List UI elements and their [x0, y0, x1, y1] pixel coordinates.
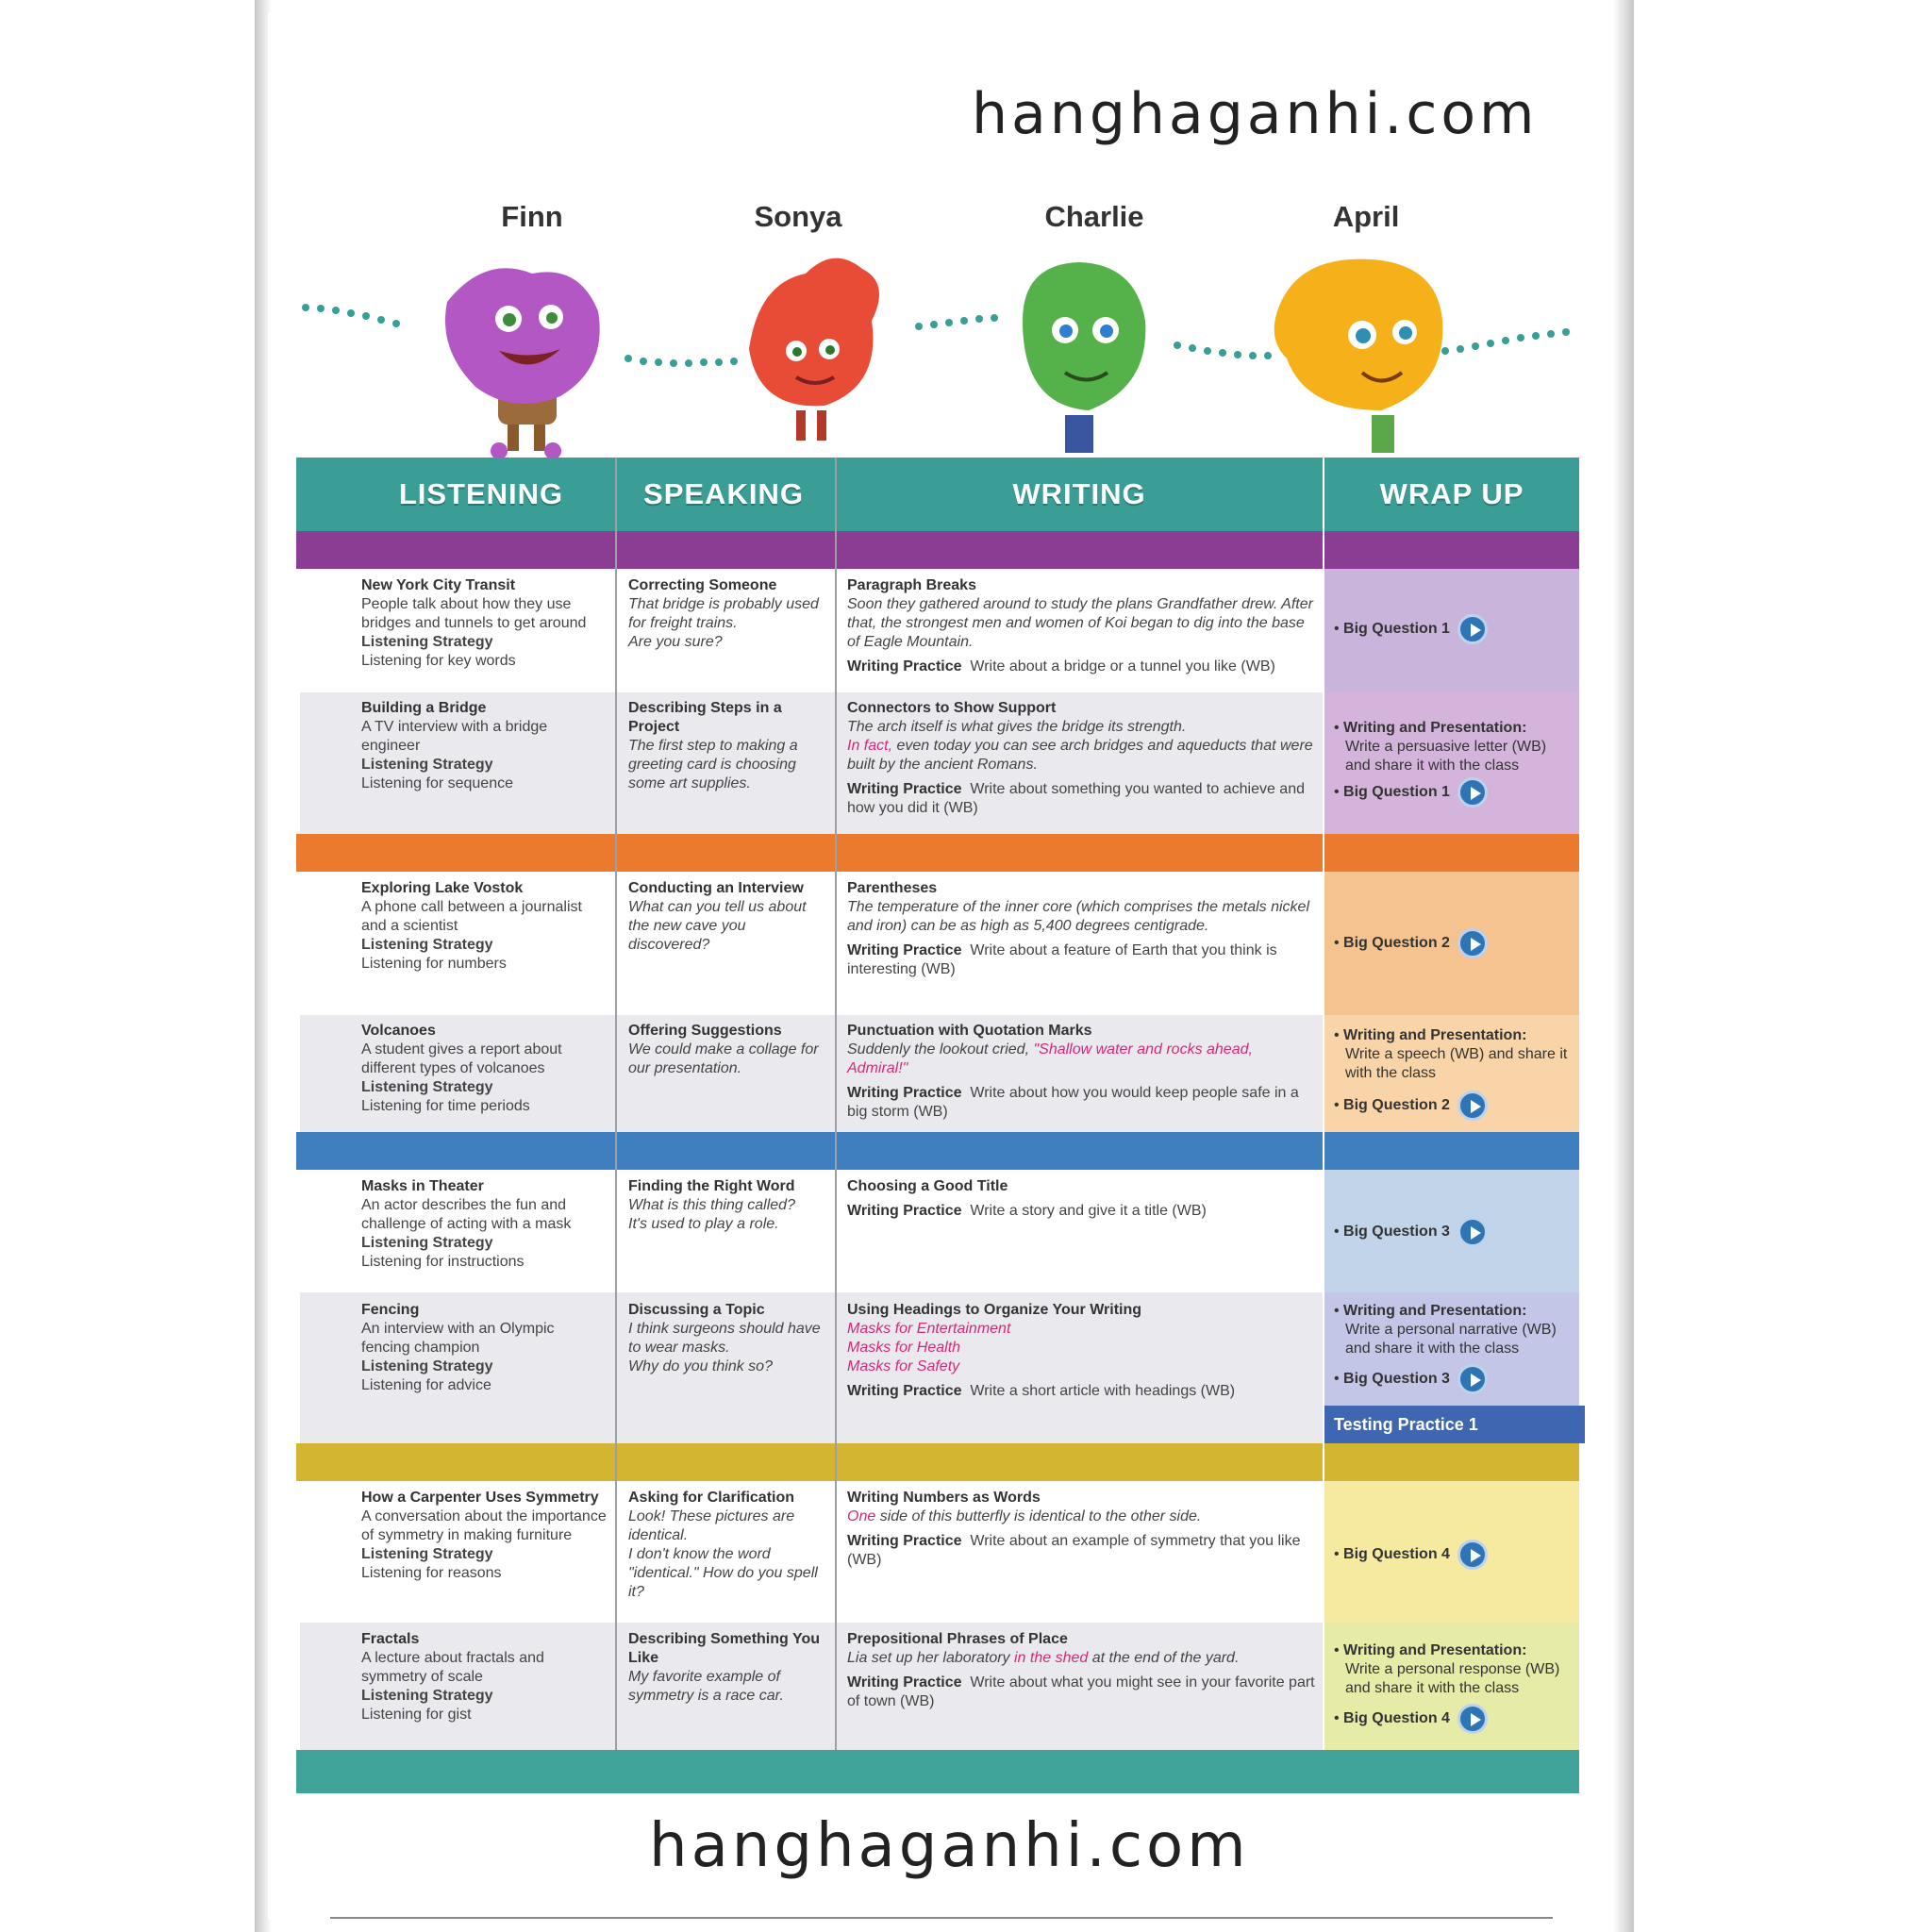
wrap-cell-3: • Big Question 2: [1324, 872, 1579, 1015]
speaking-title: Describing Steps in a Project: [628, 700, 782, 735]
writing-practice: Write a short article with headings (WB): [970, 1383, 1236, 1399]
speaking-cell-4: [628, 1022, 826, 1078]
listening-strategy: Listening for gist: [361, 1707, 472, 1723]
big-question-label: Big Question 4: [1343, 1546, 1450, 1563]
speaking-title: Finding the Right Word: [628, 1178, 795, 1194]
writing-practice-label: Writing Practice: [847, 781, 962, 797]
charlie-character: [1023, 262, 1145, 453]
writing-practice: Write about what you might see in your favorite part of town (WB): [847, 1674, 1315, 1709]
writing-title: Paragraph Breaks: [847, 577, 976, 593]
play-icon[interactable]: [1457, 1364, 1488, 1394]
big-question-label: Big Question 1: [1343, 621, 1450, 638]
speaking-title: Asking for Clarification: [628, 1490, 795, 1506]
listening-desc: A conversation about the importance of symmetry in making furniture: [361, 1508, 607, 1543]
writing-title: Connectors to Show Support: [847, 700, 1057, 716]
writing-title: Choosing a Good Title: [847, 1178, 1008, 1194]
speaking-cell-1: [628, 576, 826, 652]
listening-desc: A phone call between a journalist and a scientist: [361, 899, 582, 934]
writing-practice-label: Writing Practice: [847, 1085, 962, 1101]
speaking-cell-5: [628, 1177, 826, 1234]
listening-strategy: Listening for numbers: [361, 956, 507, 972]
unit-band-1: [296, 531, 1579, 569]
big-question-label: Big Question 1: [1343, 784, 1450, 801]
big-question-label: Big Question 3: [1343, 1224, 1450, 1241]
bottom-rule: [330, 1917, 1553, 1919]
finn-character: [445, 268, 600, 459]
listening-desc: An actor describes the fun and challenge of acting with a mask: [361, 1197, 572, 1232]
writing-presentation-label: Writing and Presentation:: [1343, 1642, 1527, 1658]
watermark-bottom: hanghaganhi.com: [649, 1811, 1250, 1881]
speaking-cell-3: [628, 879, 828, 955]
speaking-line: Look! These pictures are identical.: [628, 1508, 795, 1543]
big-question-label: Big Question 3: [1343, 1371, 1450, 1388]
wrap-cell-6: • Writing and Presentation: Write a personal narrative (WB) and share it with the class • Big Question 3: [1324, 1292, 1579, 1406]
listening-strategy: Listening for advice: [361, 1377, 491, 1393]
writing-practice-label: Writing Practice: [847, 658, 962, 675]
writing-cell-6: [847, 1301, 1315, 1401]
unit-band-4: [296, 1443, 1579, 1481]
listening-strategy-label: Listening Strategy: [361, 1546, 493, 1562]
writing-example-cont: even today you can see arch bridges and aqueducts that were built by the ancient Romans.: [847, 738, 1313, 773]
writing-cell-2: [847, 699, 1315, 818]
header-writing: WRITING: [1012, 477, 1146, 510]
writing-cell-5: [847, 1177, 1315, 1221]
speaking-title: Discussing a Topic: [628, 1302, 765, 1318]
speaking-title: Offering Suggestions: [628, 1023, 782, 1039]
play-icon[interactable]: [1457, 614, 1488, 644]
listening-strategy-label: Listening Strategy: [361, 634, 493, 650]
play-icon[interactable]: [1457, 1091, 1488, 1121]
writing-title: Punctuation with Quotation Marks: [847, 1023, 1092, 1039]
listening-cell-2: [361, 699, 607, 793]
writing-practice: Write about a bridge or a tunnel you like (WB): [970, 658, 1275, 675]
writing-cell-7: [847, 1489, 1315, 1570]
character-name-finn: Finn: [501, 200, 563, 233]
character-name-sonya: Sonya: [754, 200, 842, 233]
writing-presentation-text: Write a personal response (WB) and share it with the class: [1345, 1661, 1560, 1696]
listening-strategy-label: Listening Strategy: [361, 1358, 493, 1374]
wrap-cell-2: • Writing and Presentation: Write a persuasive letter (WB) and share it with the class • Big Question 1: [1324, 692, 1579, 834]
speaking-line: My favorite example of symmetry is a race car.: [628, 1669, 784, 1704]
writing-presentation-text: Write a persuasive letter (WB) and share it with the class: [1345, 739, 1547, 774]
writing-heading-example: Masks for Health: [847, 1340, 961, 1356]
writing-example: side of this butterfly is identical to the other side.: [879, 1508, 1202, 1524]
listening-cell-4: [361, 1022, 607, 1116]
listening-title: New York City Transit: [361, 577, 516, 593]
speaking-line: I don't know the word "identical." How do you spell it?: [628, 1546, 818, 1600]
character-name-charlie: Charlie: [1044, 200, 1144, 233]
header-listening: LISTENING: [398, 477, 564, 510]
big-question-label: Big Question 2: [1343, 1097, 1450, 1114]
writing-practice-label: Writing Practice: [847, 942, 962, 958]
listening-strategy-label: Listening Strategy: [361, 757, 493, 773]
speaking-title: Conducting an Interview: [628, 880, 804, 896]
speaking-cell-8: [628, 1630, 826, 1706]
writing-practice-label: Writing Practice: [847, 1383, 962, 1399]
writing-practice: Write about a feature of Earth that you think is interesting (WB): [847, 942, 1277, 977]
listening-strategy-label: Listening Strategy: [361, 1079, 493, 1095]
listening-title: Masks in Theater: [361, 1178, 484, 1194]
listening-title: Fencing: [361, 1302, 420, 1318]
writing-practice: Write about an example of symmetry that you like (WB): [847, 1533, 1301, 1568]
header-wrap-up: WRAP UP: [1379, 477, 1524, 510]
writing-presentation-label: Writing and Presentation:: [1343, 720, 1527, 736]
listening-desc: An interview with an Olympic fencing champion: [361, 1321, 555, 1356]
writing-title: Prepositional Phrases of Place: [847, 1631, 1068, 1647]
play-icon[interactable]: [1457, 1217, 1488, 1247]
wrap-cell-4: • Writing and Presentation: Write a speech (WB) and share it with the class • Big Question 2: [1324, 1015, 1579, 1132]
listening-strategy: Listening for sequence: [361, 775, 513, 791]
listening-title: Exploring Lake Vostok: [361, 880, 524, 896]
listening-title: Fractals: [361, 1631, 420, 1647]
writing-practice: Write a story and give it a title (WB): [970, 1203, 1207, 1219]
listening-cell-5: [361, 1177, 607, 1272]
speaking-title: Correcting Someone: [628, 577, 777, 593]
big-question-label: Big Question 4: [1343, 1710, 1450, 1727]
speaking-cell-6: [628, 1301, 826, 1376]
unit-band-2: [296, 834, 1579, 872]
writing-highlight: In fact,: [847, 738, 893, 754]
listening-strategy-label: Listening Strategy: [361, 1235, 493, 1251]
wrap-cell-1: • Big Question 1: [1324, 569, 1579, 692]
listening-strategy: Listening for reasons: [361, 1565, 502, 1581]
speaking-line: Are you sure?: [628, 634, 723, 650]
play-icon[interactable]: [1457, 1704, 1488, 1734]
wrap-cell-5: • Big Question 3: [1324, 1170, 1579, 1292]
writing-highlight: in the shed: [1014, 1650, 1089, 1666]
writing-title: Using Headings to Organize Your Writing: [847, 1302, 1142, 1318]
writing-presentation-text: Write a speech (WB) and share it with the class: [1345, 1046, 1568, 1081]
listening-strategy-label: Listening Strategy: [361, 937, 493, 953]
wrap-cell-8: • Writing and Presentation: Write a personal response (WB) and share it with the class • Big Question 4: [1324, 1623, 1579, 1750]
listening-strategy: Listening for instructions: [361, 1254, 525, 1270]
listening-cell-3: [361, 879, 607, 974]
speaking-line: I think surgeons should have to wear masks.: [628, 1321, 821, 1356]
writing-cell-8: [847, 1630, 1315, 1711]
bottom-band: [296, 1750, 1579, 1793]
writing-example: Suddenly the lookout cried,: [847, 1041, 1030, 1058]
speaking-line: We could make a collage for our presentation.: [628, 1041, 819, 1076]
speaking-line: What can you tell us about the new cave you discovered?: [628, 899, 807, 953]
listening-title: Volcanoes: [361, 1023, 436, 1039]
writing-heading-example: Masks for Safety: [847, 1358, 960, 1374]
speaking-line: Why do you think so?: [628, 1358, 773, 1374]
writing-example: The arch itself is what gives the bridge its strength.: [847, 719, 1187, 735]
writing-presentation-label: Writing and Presentation:: [1343, 1027, 1527, 1043]
play-icon[interactable]: [1457, 777, 1488, 808]
header-speaking: SPEAKING: [643, 477, 804, 510]
writing-example: The temperature of the inner core (which comprises the metals nickel and iron) can be as high as 5,400 degrees centigrade.: [847, 899, 1309, 934]
listening-cell-8: [361, 1630, 607, 1724]
listening-strategy-label: Listening Strategy: [361, 1688, 493, 1704]
writing-practice: Write about how you would keep people safe in a big storm (WB): [847, 1085, 1299, 1120]
writing-presentation-label: Writing and Presentation:: [1343, 1303, 1527, 1319]
writing-cell-4: [847, 1022, 1315, 1122]
writing-title: Writing Numbers as Words: [847, 1490, 1041, 1506]
writing-practice-label: Writing Practice: [847, 1674, 962, 1690]
writing-title: Parentheses: [847, 880, 938, 896]
listening-cell-6: [361, 1301, 607, 1395]
speaking-cell-7: [628, 1489, 832, 1602]
writing-practice: Write about something you wanted to achieve and how you did it (WB): [847, 781, 1305, 816]
listening-cell-1: [361, 576, 607, 671]
writing-example: Lia set up her laboratory: [847, 1650, 1010, 1666]
column-divider-1: [615, 458, 617, 1750]
character-name-april: April: [1332, 200, 1400, 233]
writing-highlight: One: [847, 1508, 876, 1524]
watermark-top: hanghaganhi.com: [972, 81, 1539, 147]
writing-practice-label: Writing Practice: [847, 1203, 962, 1219]
writing-practice-label: Writing Practice: [847, 1533, 962, 1549]
writing-presentation-text: Write a personal narrative (WB) and share it with the class: [1345, 1322, 1557, 1357]
listening-strategy: Listening for key words: [361, 653, 516, 669]
listening-strategy: Listening for time periods: [361, 1098, 530, 1114]
listening-cell-7: [361, 1489, 614, 1583]
play-icon[interactable]: [1457, 1540, 1488, 1570]
writing-cell-1: [847, 576, 1315, 676]
speaking-cell-2: [628, 699, 826, 793]
writing-example-cont: at the end of the yard.: [1091, 1650, 1240, 1666]
column-divider-2: [835, 458, 837, 1750]
writing-heading-example: Masks for Entertainment: [847, 1321, 1011, 1337]
april-character: [1274, 259, 1443, 453]
writing-example: Soon they gathered around to study the plans Grandfather drew. After that, the strongest men and women of Koi began to dig into the base of Eagle Mountain.: [847, 596, 1313, 650]
testing-practice-label[interactable]: Testing Practice 1: [1324, 1406, 1585, 1443]
listening-title: How a Carpenter Uses Symmetry: [361, 1490, 599, 1506]
sonya-character: [749, 258, 879, 441]
speaking-title: Describing Something You Like: [628, 1631, 820, 1666]
unit-band-3: [296, 1132, 1579, 1170]
speaking-line: What is this thing called?: [628, 1197, 795, 1213]
wrap-cell-7: • Big Question 4: [1324, 1481, 1579, 1623]
writing-cell-3: [847, 879, 1315, 979]
listening-title: Building a Bridge: [361, 700, 487, 716]
listening-desc: A student gives a report about different types of volcanoes: [361, 1041, 562, 1076]
page-shadow-right: [1613, 0, 1634, 1932]
listening-desc: A TV interview with a bridge engineer: [361, 719, 548, 754]
speaking-line: That bridge is probably used for freight trains.: [628, 596, 819, 631]
character-illustration: [296, 245, 1589, 462]
play-icon[interactable]: [1457, 928, 1488, 958]
speaking-line: The first step to making a greeting card is choosing some art supplies.: [628, 738, 798, 791]
listening-desc: A lecture about fractals and symmetry of scale: [361, 1650, 544, 1685]
listening-desc: People talk about how they use bridges and tunnels to get around: [361, 596, 587, 631]
writing-highlight: "Shallow water and rocks ahead, Admiral!": [847, 1041, 1253, 1076]
speaking-line: It's used to play a role.: [628, 1216, 779, 1232]
big-question-label: Big Question 2: [1343, 935, 1450, 952]
